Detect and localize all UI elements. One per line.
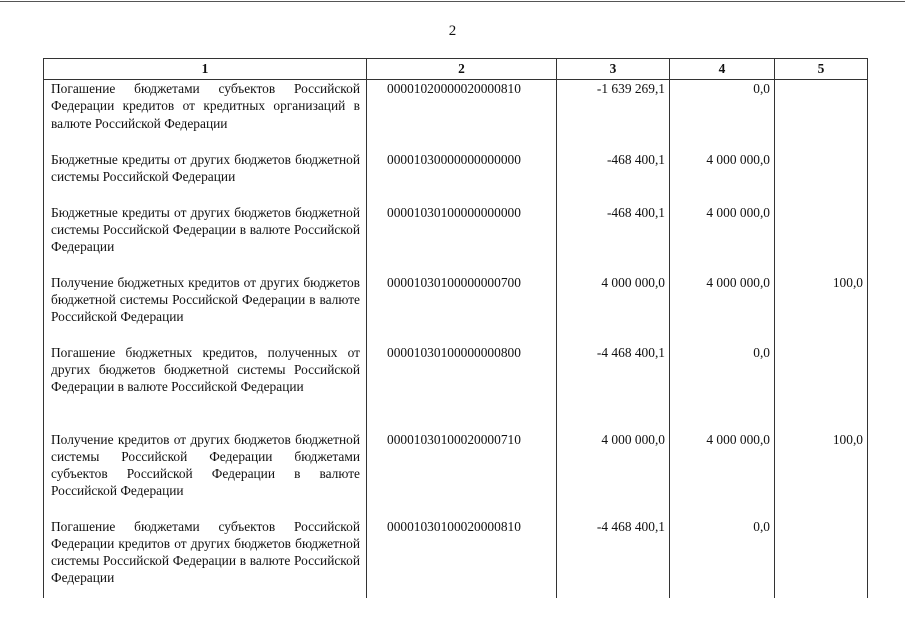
row-name: Бюджетные кредиты от других бюджетов бюджетной системы Российской Федерации в валюте Российской Федерации xyxy=(44,204,367,274)
top-border-line xyxy=(0,1,905,2)
table-header-row xyxy=(44,59,868,80)
row-value-col5 xyxy=(775,151,868,204)
row-value-col3: -1 639 269,1 xyxy=(557,80,670,151)
budget-table xyxy=(43,58,868,598)
header-col-3: 3 xyxy=(557,59,670,80)
row-value-col3: -468 400,1 xyxy=(557,151,670,204)
table-row xyxy=(44,204,868,274)
table-row xyxy=(44,518,868,598)
row-value-col3: -4 468 400,1 xyxy=(557,344,670,431)
row-value-col4: 4 000 000,0 xyxy=(670,274,775,344)
table-row xyxy=(44,344,868,431)
row-value-col5 xyxy=(775,344,868,431)
row-value-col4: 0,0 xyxy=(670,518,775,598)
row-value-col5 xyxy=(775,80,868,151)
row-value-col4: 4 000 000,0 xyxy=(670,151,775,204)
row-value-col3: -4 468 400,1 xyxy=(557,518,670,598)
row-value-col3: 4 000 000,0 xyxy=(557,431,670,518)
table-row xyxy=(44,80,868,151)
row-value-col4: 0,0 xyxy=(670,80,775,151)
row-code: 00001030100020000710 xyxy=(367,431,557,518)
row-name: Получение кредитов от других бюджетов бюджетной системы Российской Федерации бюджетами субъектов Российской Федерации в валюте Российской Федерации xyxy=(44,431,367,518)
row-value-col5 xyxy=(775,204,868,274)
row-value-col3: 4 000 000,0 xyxy=(557,274,670,344)
header-col-2: 2 xyxy=(367,59,557,80)
row-code: 00001030000000000000 xyxy=(367,151,557,204)
row-name: Погашение бюджетных кредитов, полученных от других бюджетов бюджетной системы Российской Федерации в валюте Российской Федерации xyxy=(44,344,367,431)
table-row xyxy=(44,431,868,518)
table-row xyxy=(44,151,868,204)
header-col-1: 1 xyxy=(44,59,367,80)
row-value-col3: -468 400,1 xyxy=(557,204,670,274)
row-name: Бюджетные кредиты от других бюджетов бюджетной системы Российской Федерации xyxy=(44,151,367,204)
row-value-col5 xyxy=(775,518,868,598)
table-row xyxy=(44,274,868,344)
row-value-col5: 100,0 xyxy=(775,431,868,518)
row-code: 00001020000020000810 xyxy=(367,80,557,151)
row-code: 00001030100000000800 xyxy=(367,344,557,431)
header-col-5: 5 xyxy=(775,59,868,80)
row-value-col4: 0,0 xyxy=(670,344,775,431)
row-name: Погашение бюджетами субъектов Российской Федерации кредитов от кредитных организаций в валюте Российской Федерации xyxy=(44,80,367,151)
header-col-4: 4 xyxy=(670,59,775,80)
row-code: 00001030100000000700 xyxy=(367,274,557,344)
row-value-col4: 4 000 000,0 xyxy=(670,431,775,518)
row-code: 00001030100020000810 xyxy=(367,518,557,598)
row-name: Получение бюджетных кредитов от других бюджетов бюджетной системы Российской Федерации в валюте Российской Федерации xyxy=(44,274,367,344)
page-number: 2 xyxy=(448,23,457,39)
row-value-col5: 100,0 xyxy=(775,274,868,344)
row-value-col4: 4 000 000,0 xyxy=(670,204,775,274)
row-name: Погашение бюджетами субъектов Российской Федерации кредитов от других бюджетов бюджетной системы Российской Федерации в валюте Российской Федерации xyxy=(44,518,367,598)
row-code: 00001030100000000000 xyxy=(367,204,557,274)
